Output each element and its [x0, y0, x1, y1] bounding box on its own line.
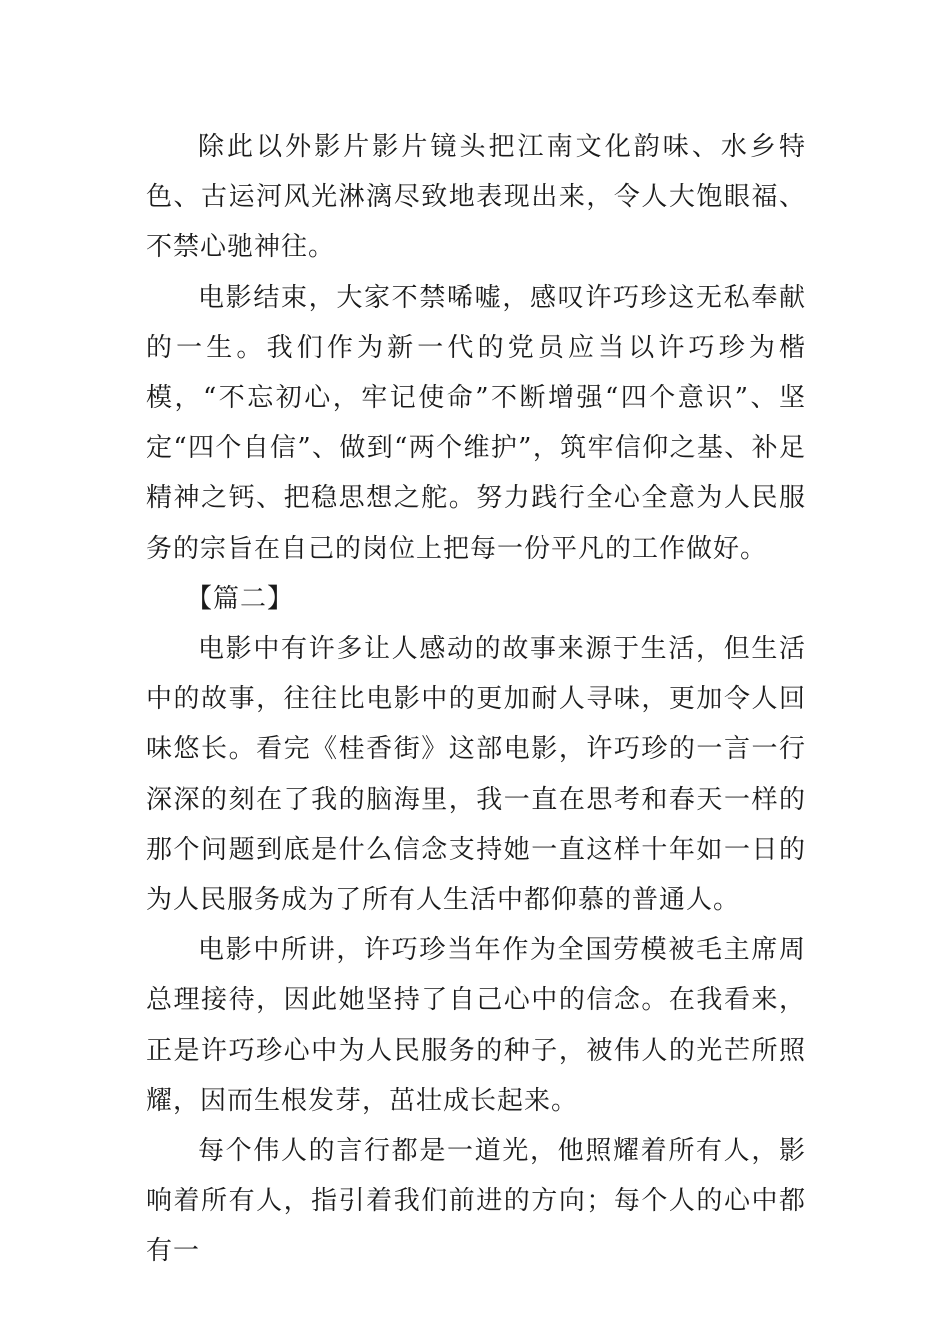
document-body — [146, 122, 806, 1277]
paragraph-scenery: 除此以外影片影片镜头把江南文化韵味、水乡特色、古运河风光淋漓尽致地表现出来，令人大饱眼福、不禁心驰神往。 — [146, 132, 806, 263]
paragraph-touching-stories: 电影中有许多让人感动的故事来源于生活，但生活中的故事，往往比电影中的更加耐人寻味，更加令人回味悠长。看完《桂香街》这部电影，许巧珍的一言一行深深的刻在了我的脑海里，我一直在思考和春天一样的那个问题到底是什么信念支持她一直这样十年如一日的为人民服务成为了所有人生活中都仰慕的普通人。 — [146, 634, 806, 916]
section-heading: 【篇二】 — [186, 583, 295, 614]
paragraph-model-worker: 电影中所讲，许巧珍当年作为全国劳模被毛主席周总理接待，因此她坚持了自己心中的信念。在我看来，正是许巧珍心中为人民服务的种子，被伟人的光芒所照耀，因而生根发芽，茁壮成长起来。 — [146, 935, 806, 1116]
paragraph-movie-ending: 电影结束，大家不禁唏嘘，感叹许巧珍这无私奉献的一生。我们作为新一代的党员应当以许巧珍为楷模，“不忘初心，牢记使命”不断增强“四个意识”、坚定“四个自信”、做到“两个维护”，筑牢信仰之基、补足精神之钙、把稳思想之舵。努力践行全心全意为人民服务的宗旨在自己的岗位上把每一份平凡的工作做好。 — [146, 282, 806, 564]
paragraph-great-people: 每个伟人的言行都是一道光，他照耀着所有人，影响着所有人，指引着我们前进的方向；每个人的心中都有一 — [146, 1136, 806, 1267]
